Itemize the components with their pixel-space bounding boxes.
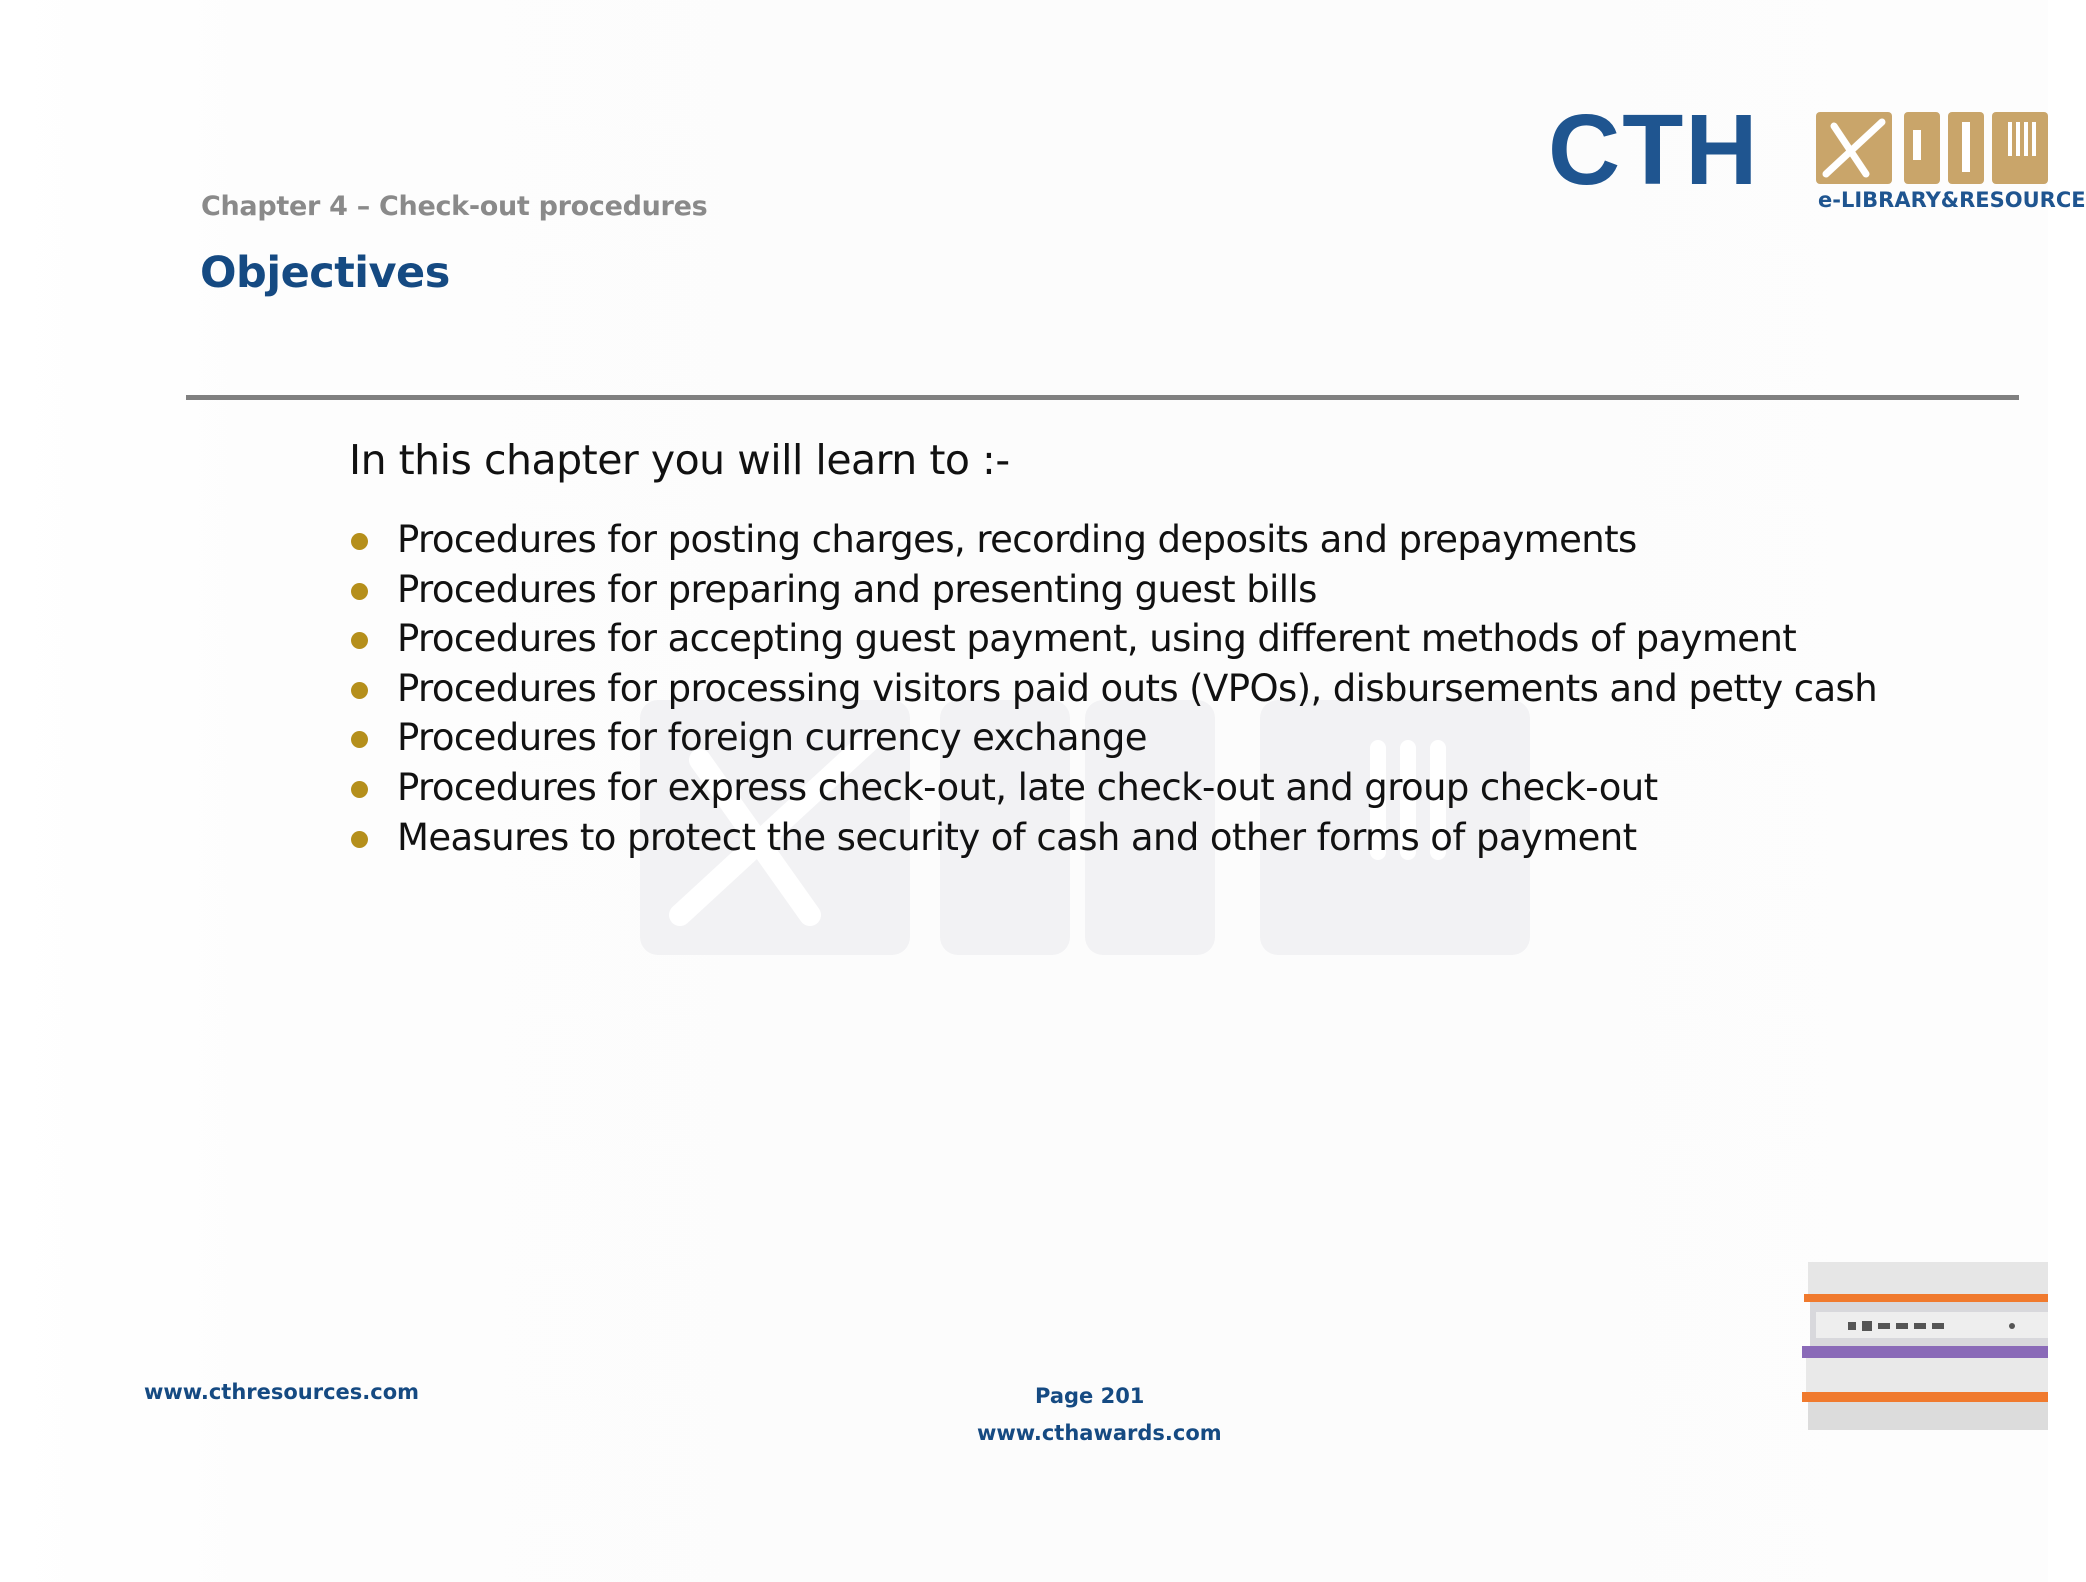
footer-awards-link[interactable]: www.cthawards.com <box>977 1421 1222 1445</box>
objective-text: Measures to protect the security of cash and other forms of payment <box>397 815 1637 859</box>
objective-text: Procedures for posting charges, recording deposits and prepayments <box>397 518 1637 561</box>
chapter-heading: Chapter 4 – Check-out procedures <box>201 191 708 222</box>
logo-wordmark: CTH <box>1548 94 1760 206</box>
bullet-dot-icon <box>351 533 368 550</box>
objective-text: Procedures for accepting guest payment, using different methods of payment <box>397 617 1797 661</box>
page-number: Page 201 <box>1035 1384 1145 1408</box>
page-title: Objectives <box>200 248 450 298</box>
cth-logo <box>1548 94 2086 220</box>
bullet-dot-icon <box>351 682 368 699</box>
bullet-dot-icon <box>351 632 368 649</box>
bullet-dot-icon <box>351 731 368 748</box>
objective-text: Procedures for express check-out, late check-out and group check-out <box>397 765 1658 809</box>
logo-tagline: e-LIBRARY&RESOURCE <box>1818 188 2086 212</box>
logo-tiles-icon <box>1816 108 2048 188</box>
bullet-dot-icon <box>351 831 368 848</box>
intro-text: In this chapter you will learn to :- <box>349 436 1010 484</box>
objective-text: Procedures for processing visitors paid outs (VPOs), disbursements and petty cash <box>397 666 1878 710</box>
header-divider <box>186 395 2019 400</box>
bullet-dot-icon <box>351 781 368 798</box>
objective-text: Procedures for preparing and presenting guest bills <box>397 567 1317 611</box>
objective-text: Procedures for foreign currency exchange <box>397 716 1147 760</box>
bullet-dot-icon <box>351 583 368 600</box>
footer-resources-link[interactable]: www.cthresources.com <box>144 1380 420 1404</box>
book-stack-icon <box>1802 1262 2048 1432</box>
